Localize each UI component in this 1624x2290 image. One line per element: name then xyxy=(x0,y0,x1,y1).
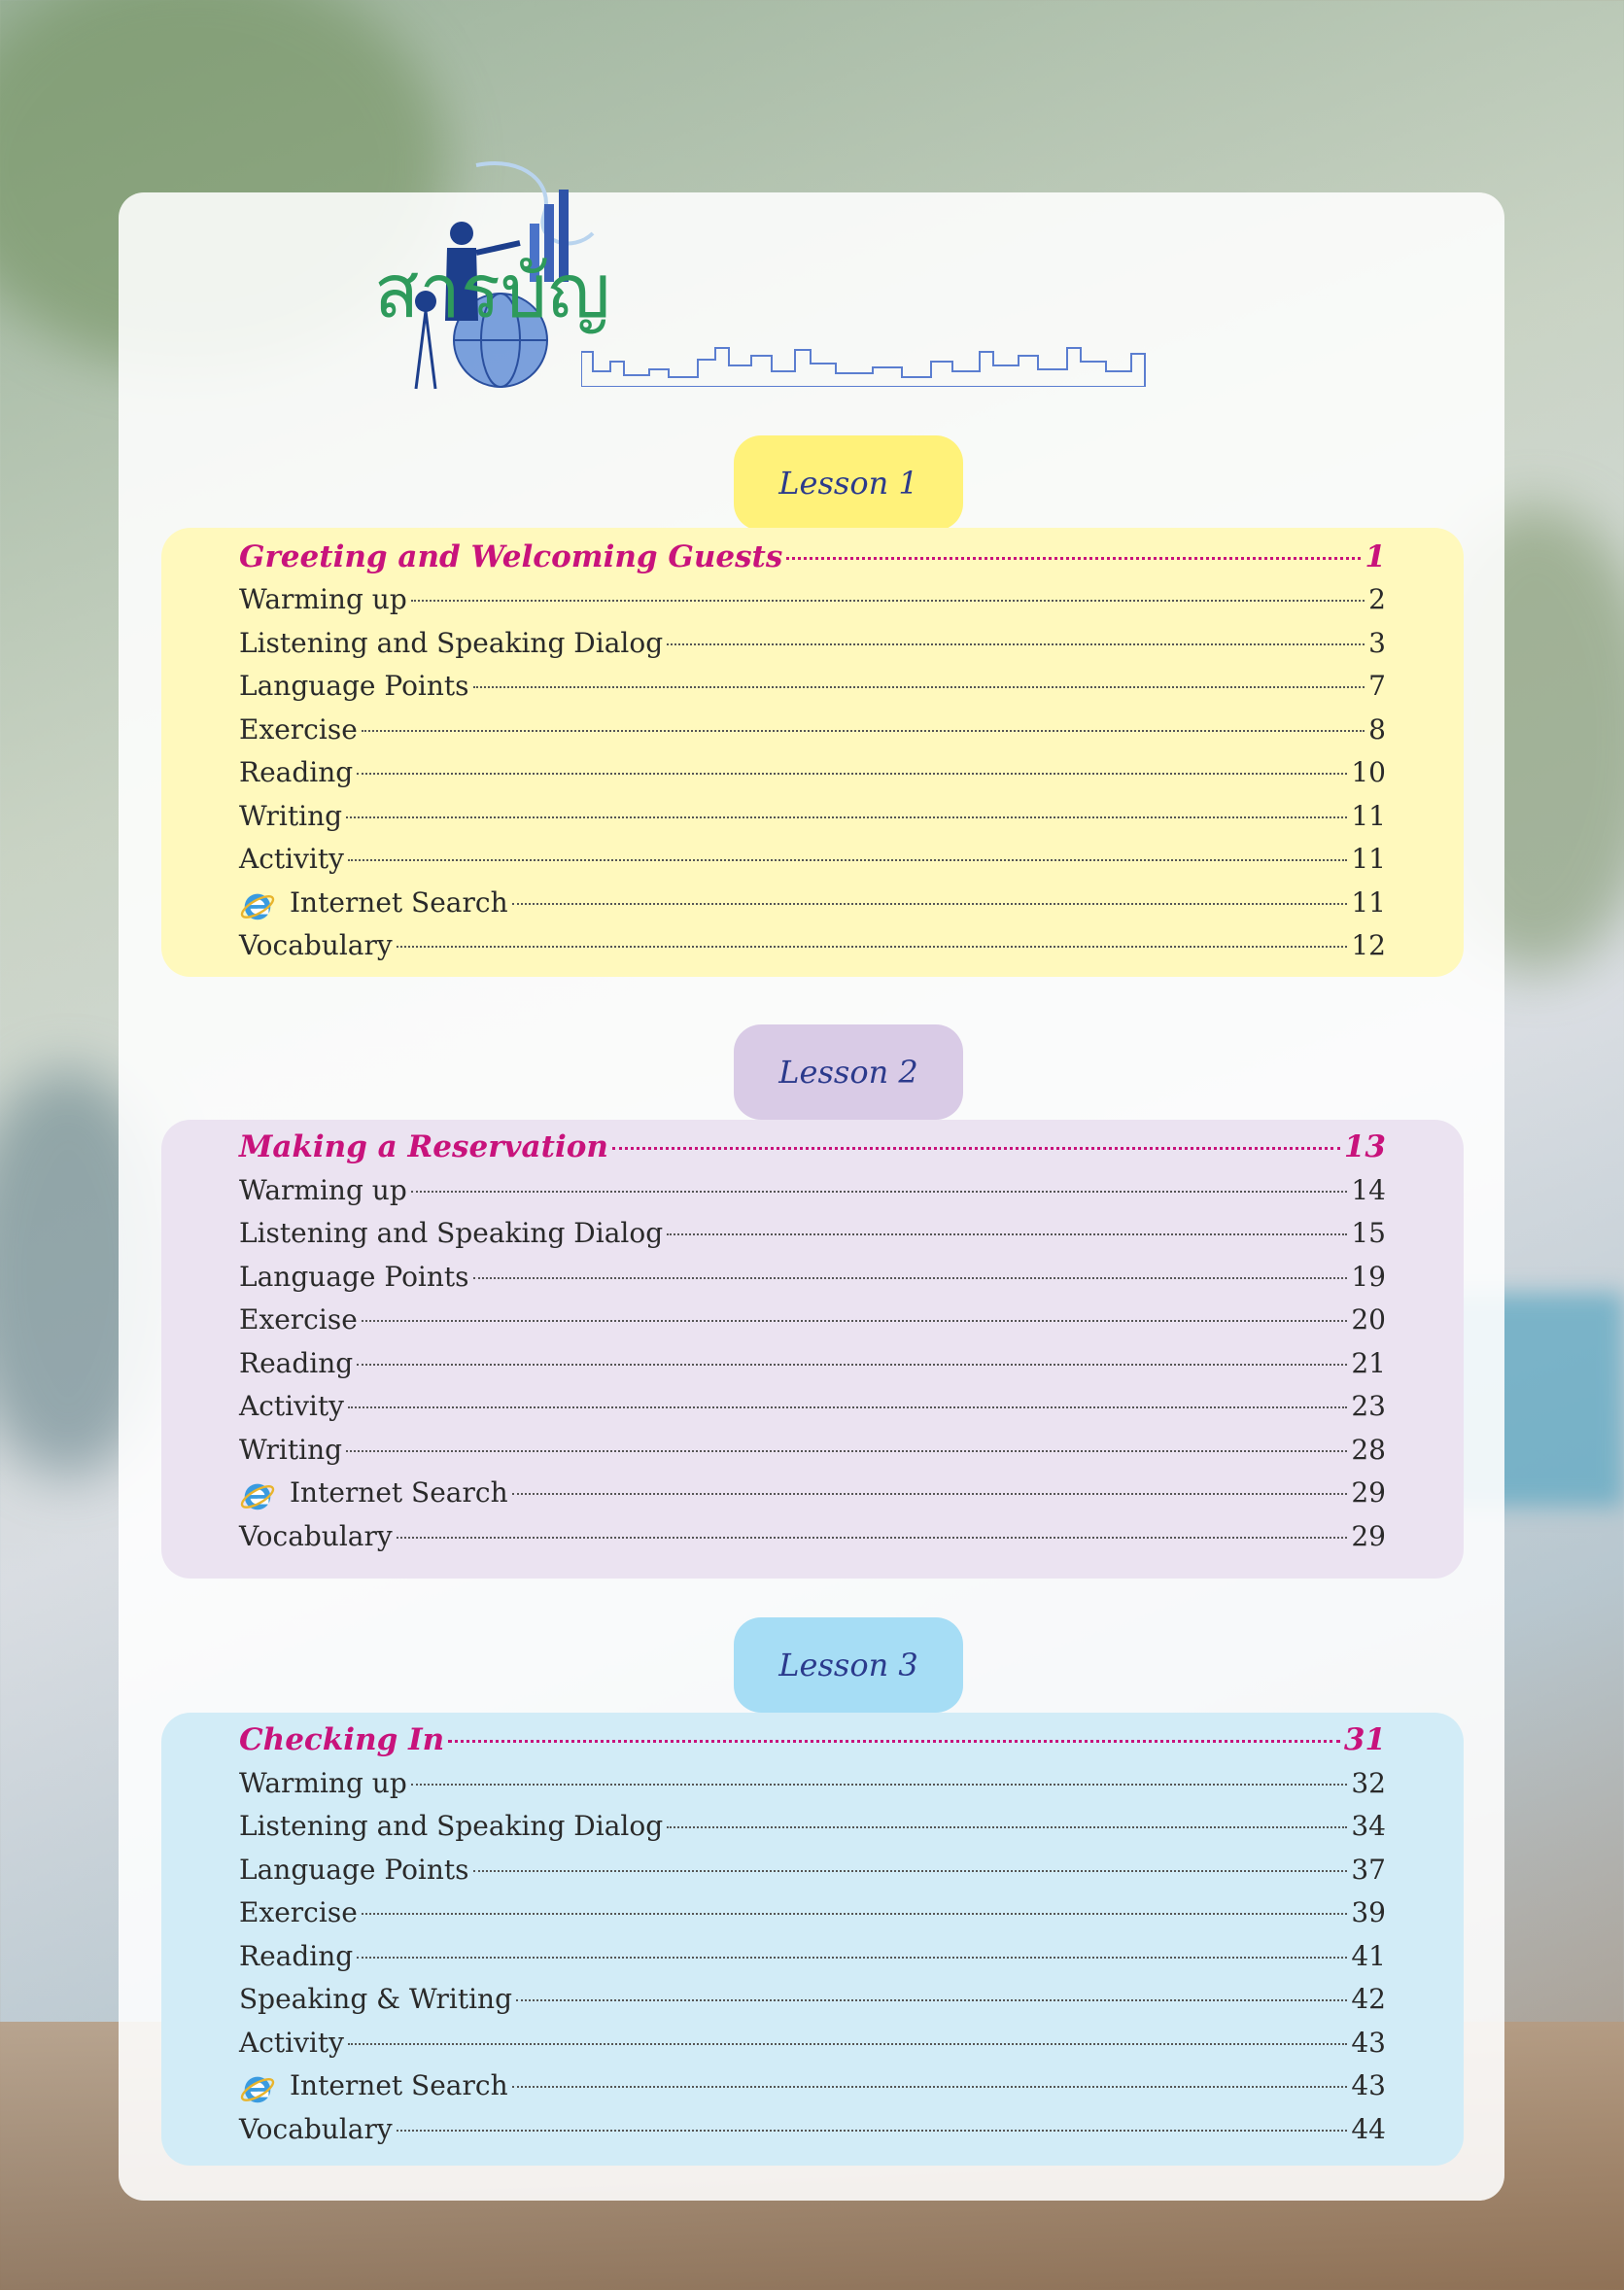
leader-dots xyxy=(362,1320,1348,1322)
leader-dots xyxy=(512,1493,1348,1495)
toc-entry[interactable] xyxy=(239,1434,1386,1473)
leader-dots xyxy=(786,557,1361,560)
leader-dots xyxy=(411,1191,1348,1193)
leader-dots xyxy=(357,773,1347,775)
toc-entry-title: Reading xyxy=(239,1347,354,1379)
leader-dots xyxy=(362,1913,1348,1915)
toc-entry-page: 8 xyxy=(1368,713,1386,746)
toc-entry-title: Writing xyxy=(239,800,343,832)
toc-entry-title: Activity xyxy=(239,2027,344,2059)
leader-dots xyxy=(411,600,1365,602)
toc-entry-page: 31 xyxy=(1343,1722,1386,1757)
toc-entry[interactable] xyxy=(239,583,1386,622)
toc-entry-main[interactable] xyxy=(239,1722,1386,1761)
toc-entry-title: Vocabulary xyxy=(239,2113,393,2145)
toc-entry-main[interactable] xyxy=(239,1129,1386,1168)
leader-dots xyxy=(397,2130,1348,2132)
toc-entry-page: 3 xyxy=(1368,627,1386,659)
leader-dots xyxy=(667,1233,1347,1235)
toc-entry-page: 43 xyxy=(1351,2027,1386,2059)
leader-dots xyxy=(397,1537,1348,1539)
leader-dots xyxy=(346,816,1347,818)
toc-entry-main[interactable] xyxy=(239,539,1386,578)
internet-explorer-icon xyxy=(239,887,276,924)
toc-entry-page: 28 xyxy=(1351,1434,1386,1466)
toc-entry[interactable] xyxy=(239,1520,1386,1559)
toc-entry-page: 23 xyxy=(1351,1390,1386,1422)
toc-entry[interactable] xyxy=(239,670,1386,709)
lesson-3-tab xyxy=(734,1617,963,1713)
toc-entry-title: Language Points xyxy=(239,670,469,702)
toc-entry-page: 21 xyxy=(1351,1347,1386,1379)
leader-dots xyxy=(348,2043,1347,2045)
leader-dots xyxy=(473,686,1365,688)
toc-entry-page: 11 xyxy=(1351,886,1386,919)
lesson-1-toc-box xyxy=(161,528,1464,977)
lesson-label: Lesson 2 xyxy=(778,1054,918,1091)
toc-entry[interactable] xyxy=(239,1810,1386,1849)
toc-entry-title: Internet Search xyxy=(290,886,508,919)
toc-entry[interactable] xyxy=(239,2069,1386,2108)
leader-dots xyxy=(448,1740,1340,1743)
toc-entry-page: 12 xyxy=(1351,929,1386,961)
toc-entry-title: Exercise xyxy=(239,1896,358,1928)
lesson-2-toc-box xyxy=(161,1120,1464,1579)
toc-entry-page: 11 xyxy=(1351,843,1386,875)
internet-explorer-icon xyxy=(239,2070,276,2107)
toc-entry[interactable] xyxy=(239,1854,1386,1892)
toc-entry-title: Listening and Speaking Dialog xyxy=(239,1217,664,1249)
leader-dots xyxy=(516,1999,1347,2001)
toc-entry-title: Exercise xyxy=(239,713,358,746)
toc-entry-page: 20 xyxy=(1351,1303,1386,1336)
toc-entry[interactable] xyxy=(239,800,1386,839)
toc-entry[interactable] xyxy=(239,1261,1386,1300)
toc-entry[interactable] xyxy=(239,1940,1386,1979)
leader-dots xyxy=(411,1784,1348,1786)
toc-entry-title: Exercise xyxy=(239,1303,358,1336)
toc-entry-page: 29 xyxy=(1351,1520,1386,1552)
toc-entry[interactable] xyxy=(239,2027,1386,2065)
toc-entry-title: Warming up xyxy=(239,1767,407,1799)
leader-dots xyxy=(512,2086,1348,2088)
toc-entry-title: Language Points xyxy=(239,1854,469,1886)
toc-entry-title: Listening and Speaking Dialog xyxy=(239,1810,664,1842)
toc-entry[interactable] xyxy=(239,756,1386,795)
toc-entry[interactable] xyxy=(239,1983,1386,2022)
city-skyline-decoration xyxy=(581,342,1155,387)
toc-entry-title: Greeting and Welcoming Guests xyxy=(239,539,783,574)
toc-entry-title: Internet Search xyxy=(290,1476,508,1509)
toc-entry[interactable] xyxy=(239,929,1386,968)
toc-entry-title: Warming up xyxy=(239,583,407,615)
toc-entry-title: Writing xyxy=(239,1434,343,1466)
lesson-2-tab xyxy=(734,1024,963,1120)
toc-entry-title: Activity xyxy=(239,1390,344,1422)
toc-entry-title: Speaking & Writing xyxy=(239,1983,512,2015)
toc-entry-page: 7 xyxy=(1368,670,1386,702)
toc-entry-page: 1 xyxy=(1365,539,1386,574)
lesson-3-toc-box xyxy=(161,1713,1464,2166)
leader-dots xyxy=(473,1277,1348,1279)
toc-entry-title: Activity xyxy=(239,843,344,875)
toc-entry-page: 39 xyxy=(1351,1896,1386,1928)
toc-entry-title: Language Points xyxy=(239,1261,469,1293)
toc-entry-title: Making a Reservation xyxy=(239,1129,608,1164)
toc-entry[interactable] xyxy=(239,843,1386,882)
toc-entry[interactable] xyxy=(239,1476,1386,1515)
leader-dots xyxy=(667,643,1365,645)
toc-entry[interactable] xyxy=(239,1217,1386,1256)
toc-entry-page: 15 xyxy=(1351,1217,1386,1249)
leader-dots xyxy=(362,730,1365,732)
toc-entry-title: Checking In xyxy=(239,1722,445,1757)
toc-entry-title: Reading xyxy=(239,756,354,788)
toc-entry-title: Listening and Speaking Dialog xyxy=(239,627,664,659)
toc-entry-page: 14 xyxy=(1351,1174,1386,1206)
leader-dots xyxy=(512,903,1348,905)
leader-dots xyxy=(397,946,1348,948)
toc-entry[interactable] xyxy=(239,2113,1386,2152)
leader-dots xyxy=(612,1147,1340,1150)
toc-entry[interactable] xyxy=(239,1390,1386,1429)
toc-entry-title: Reading xyxy=(239,1940,354,1972)
toc-entry-page: 44 xyxy=(1351,2113,1386,2145)
toc-entry-page: 37 xyxy=(1351,1854,1386,1886)
page-title: สารบัญ xyxy=(374,248,610,334)
leader-dots xyxy=(348,859,1347,861)
toc-entry-title: Vocabulary xyxy=(239,929,393,961)
toc-entry[interactable] xyxy=(239,627,1386,666)
toc-entry-page: 32 xyxy=(1351,1767,1386,1799)
toc-entry-page: 42 xyxy=(1351,1983,1386,2015)
toc-entry[interactable] xyxy=(239,886,1386,925)
toc-entry-page: 43 xyxy=(1351,2069,1386,2101)
toc-entry[interactable] xyxy=(239,1767,1386,1806)
toc-entry-page: 2 xyxy=(1368,583,1386,615)
toc-entry-page: 10 xyxy=(1351,756,1386,788)
lesson-label: Lesson 1 xyxy=(778,465,918,502)
toc-entry-page: 29 xyxy=(1351,1476,1386,1509)
leader-dots xyxy=(348,1406,1347,1408)
internet-explorer-icon xyxy=(239,1477,276,1514)
leader-dots xyxy=(473,1870,1348,1872)
toc-entry[interactable] xyxy=(239,1347,1386,1386)
leader-dots xyxy=(357,1364,1347,1366)
toc-entry-page: 19 xyxy=(1351,1261,1386,1293)
toc-entry-page: 13 xyxy=(1343,1129,1386,1164)
leader-dots xyxy=(346,1450,1347,1452)
lesson-1-tab xyxy=(734,435,963,531)
toc-entry-page: 11 xyxy=(1351,800,1386,832)
lesson-label: Lesson 3 xyxy=(778,1647,918,1683)
toc-entry[interactable] xyxy=(239,1174,1386,1213)
toc-entry-page: 41 xyxy=(1351,1940,1386,1972)
toc-entry-title: Internet Search xyxy=(290,2069,508,2101)
toc-entry[interactable] xyxy=(239,1896,1386,1935)
toc-entry[interactable] xyxy=(239,713,1386,752)
toc-entry-page: 34 xyxy=(1351,1810,1386,1842)
leader-dots xyxy=(357,1957,1347,1959)
toc-entry[interactable] xyxy=(239,1303,1386,1342)
toc-entry-title: Vocabulary xyxy=(239,1520,393,1552)
leader-dots xyxy=(667,1826,1347,1828)
toc-entry-title: Warming up xyxy=(239,1174,407,1206)
